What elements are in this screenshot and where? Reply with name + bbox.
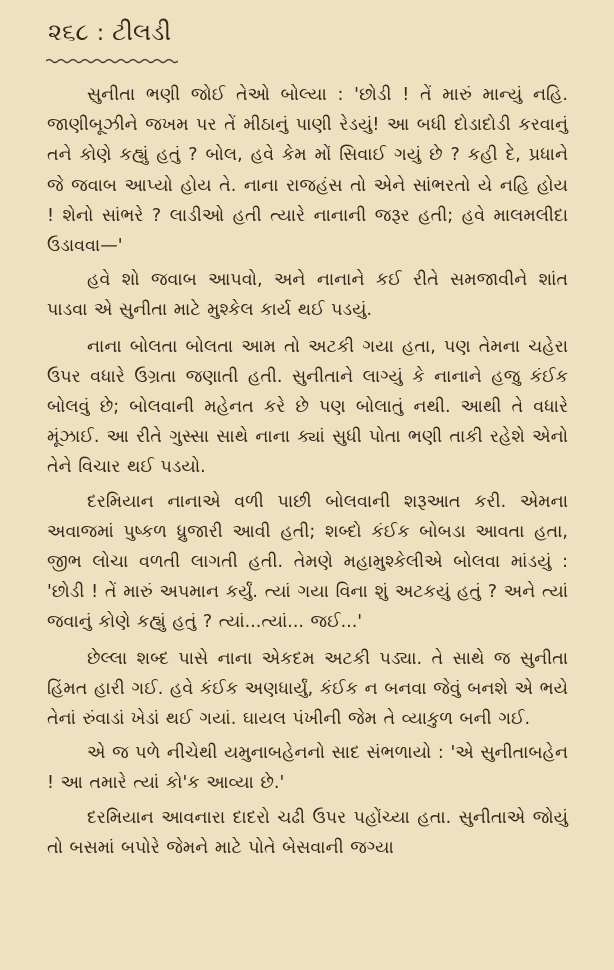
paragraph: હવે શો જવાબ આપવો, અને નાનાને કઈ રીતે સમજાવીને શાંત પાડવા એ સુનીતા માટે મુશ્કેલ કાર્ય થઈ પડયું.: [47, 270, 568, 321]
running-header: [48, 18, 171, 46]
paragraph: દરમિયાન નાનાએ વળી પાછી બોલવાની શરૂઆત કરી. એમના અવાજમાં પુષ્કળ ધ્રુજારી આવી હતી; શબ્દો કંઈક બોબડા આવતા હતા, જીભ લોચા વળતી લાગતી હતી. તેમણે મહામુશ્કેલીએ બોલવા માંડયું : 'છોડી ! તેં મારું અપમાન કર્યું. ત્યાં ગયા વિના શું અટકયું હતું ? અને ત્યાં જવાનું કોણે કહ્યું હતું ? ત્યાં...ત્યાં... જઈ...': [47, 491, 568, 633]
paragraph: નાના બોલતા બોલતા આમ તો અટકી ગયા હતા, પણ તેમના ચહેરા ઉપર વધારે ઉગ્રતા જણાતી હતી. સુનીતાને લાગ્યું કે નાનાને હજુ કંઈક બોલવું છે; બોલવાની મહેનત કરે છે પણ બોલાતું નથી. આથી તે વધારે મૂંઝાઈ. આ રીતે ગુસ્સા સાથે નાના ક્યાં સુધી પોતા ભણી તાકી રહેશે એનો તેને વિચાર થઈ પડયો.: [47, 336, 568, 478]
paragraph: દરમિયાન આવનારા દાદરો ચઢી ઉપર પહોંચ્યા હતા. સુનીતાએ જોયું તો બસમાં બપોરે જેમને માટે પોતે બેસવાની જગ્યા: [47, 807, 568, 858]
page-number: ૨૬૮: [48, 18, 89, 46]
paragraph: સુનીતા ભણી જોઈ તેઓ બોલ્યા : 'છોડી ! તેં મારું માન્યું નહિ. જાણીબૂઝીને જખમ પર તેં મીઠાનું પાણી રેડયું! આ બધી દોડાદોડી કરવાનું તને કોણે કહ્યું હતું ? બોલ, હવે કેમ મોં સિવાઈ ગયું છે ? કહી દે, પ્રધાને જે જવાબ આપ્યો હોય તે. નાના રાજહંસ તો એને સાંભરતો યે નહિ હોય ! શેનો સાંભરે ? લાડીઓ હતી ત્યારે નાનાની જરૂર હતી; હવે માલમલીદા ઉડાવવા—': [47, 85, 568, 257]
paragraph: છેલ્લા શબ્દ પાસે નાના એકદમ અટકી પડ્યા. તે સાથે જ સુનીતા હિંમત હારી ગઈ. હવે કંઈક અણધાર્યું, કંઈક ન બનવા જેવું બનશે એ ભયે તેનાં રુંવાડાં ખેડાં થઈ ગયાં. ઘાયલ પંખીની જેમ તે વ્યાકુળ બની ગઈ.: [47, 648, 568, 730]
chapter-title: ટીલડી: [112, 18, 172, 46]
header-separator: :: [96, 21, 105, 46]
paragraph: એ જ પળે નીચેથી યમુનાબહેનનો સાદ સંભળાયો : 'એ સુનીતાબહેન ! આ તમારે ત્યાં કો'ક આવ્યા છે.': [47, 743, 568, 794]
body-text: [47, 80, 568, 867]
wavy-rule-ornament: [46, 58, 178, 64]
